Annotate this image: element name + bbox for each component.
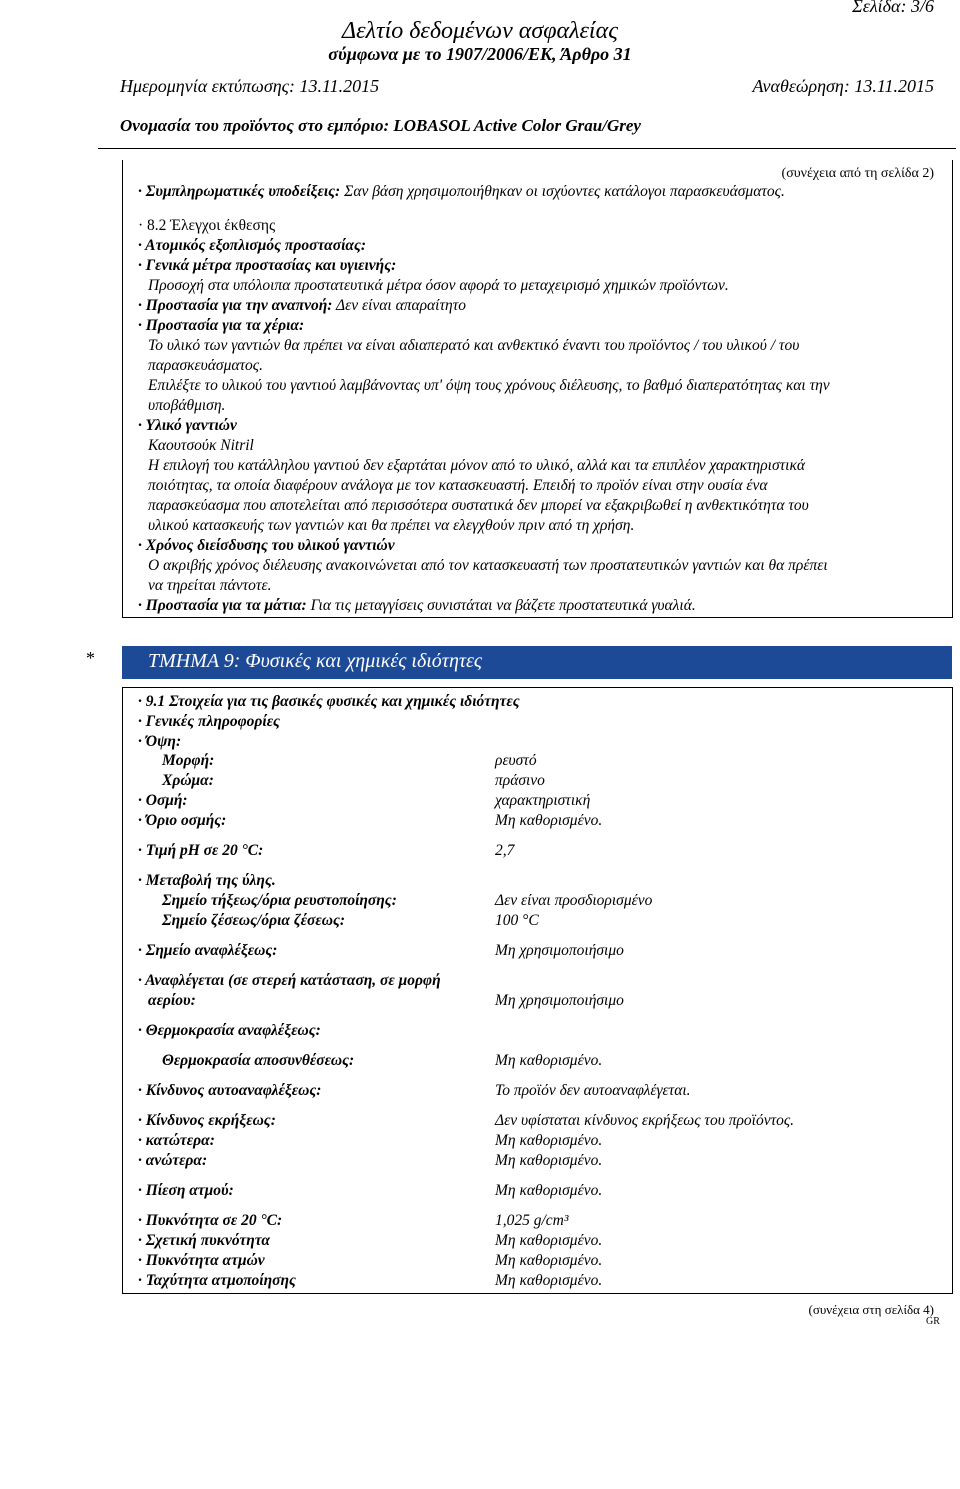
property-label: · Κίνδυνος εκρήξεως: [138,1112,276,1129]
property-label: · κατώτερα: [138,1132,215,1149]
penetration-time-heading: · Χρόνος διείσδυσης του υλικού γαντιών [138,537,395,554]
property-label: Χρώμα: [162,772,214,789]
eye-protection [138,596,696,616]
property-value: Μη καθορισμένο. [495,812,603,829]
property-label: · Ταχύτητα ατμοποίησης [138,1272,296,1289]
hand-protection-line-2: παρασκευάσματος. [148,357,263,374]
header-rule [98,148,956,149]
property-label: · Σχετική πυκνότητα [138,1232,270,1249]
property-value: 100 °C [495,912,539,929]
hand-protection-line-4: υποβάθμιση. [148,397,226,414]
penetration-text-line-2: να τηρείται πάντοτε. [148,577,272,594]
section9-top-border [122,687,953,688]
property-label: Θερμοκρασία αποσυνθέσεως: [162,1052,355,1069]
section9-bottom-border [122,1293,953,1294]
hand-protection-heading: · Προστασία για τα χέρια: [138,317,305,334]
revision-star: * [86,648,95,668]
glove-material: Καουτσούκ Nitril [148,437,254,454]
hand-protection-line-3: Επιλέξτε το υλικού του γαντιού λαμβάνοντας υπ' όψη τους χρόνους διέλευσης, το βαθμό διαπερατότητας και την [148,377,830,394]
property-value: 2,7 [495,842,515,859]
property-value: πράσινο [495,772,545,789]
penetration-text-line-1: Ο ακριβής χρόνος διέλευσης ανακοινώνεται από τον κατασκευαστή των προστατευτικών γαντιών και θα πρέπει [148,557,828,574]
supplementary-text: Σαν βάση χρησιμοποιήθηκαν οι ισχύοντες κατάλογοι παρασκευάσματος. [344,183,785,200]
property-label: · Σημείο αναφλέξεως: [138,942,278,959]
document-title: Δελτίο δεδομένων ασφαλείας [342,18,618,44]
eye-protection-label: · Προστασία για τα μάτια: [138,597,307,614]
general-info-heading: · Γενικές πληροφορίες [138,713,280,730]
product-name: Ονομασία του προϊόντος στο εμπόριο: LOBASOL Active Color Grau/Grey [120,116,641,135]
glove-material-heading: · Υλικό γαντιών [138,417,237,434]
section-8-2-heading: · 8.2 Έλεγχοι έκθεσης [138,217,276,234]
section8-right-border [952,160,953,618]
supplementary-label: · Συμπληρωματικές υποδείξεις: [138,183,341,200]
property-label: · Πυκνότητα ατμών [138,1252,265,1269]
property-value: Δεν υφίσταται κίνδυνος εκρήξεως του προϊόντος. [495,1112,795,1129]
hand-protection-line-1: Το υλικό των γαντιών θα πρέπει να είναι αδιαπερατό και ανθεκτικό έναντι του προϊόντος / του υλικού / του [148,337,800,354]
glove-text-line-1: Η επιλογή του κατάλληλου γαντιού δεν εξαρτάται μόνον από το υλικό, αλλά και τα επιπλέον χαρακτηριστικά [148,457,806,474]
page-number: Σελίδα: 3/6 [852,0,934,16]
document-subtitle: σύμφωνα με το 1907/2006/ΕΚ, Άρθρο 31 [328,44,632,64]
glove-text-line-2: ποιότητας, τα οποία διαφέρουν ανάλογα με τον κατασκευαστή. Επειδή το προϊόν είναι στην ουσία ένα [148,477,768,494]
general-measures-heading: · Γενικά μέτρα προστασίας και υγιεινής: [138,257,397,274]
property-label: · Κίνδυνος αυτοαναφλέξεως: [138,1082,322,1099]
property-value: Δεν είναι προσδιορισμένο [495,892,653,909]
property-label: αερίου: [148,992,196,1009]
property-value: Μη καθορισμένο. [495,1232,603,1249]
section9-left-border [122,687,123,1293]
section8-bottom-border [122,617,953,618]
property-value: Το προϊόν δεν αυτοαναφλέγεται. [495,1082,691,1099]
property-label: · Πυκνότητα σε 20 °C: [138,1212,283,1229]
continued-from: (συνέχεια από τη σελίδα 2) [781,166,934,181]
property-label: Σημείο τήξεως/όρια ρευστοποίησης: [162,892,397,909]
property-label: · Μεταβολή της ύλης. [138,872,276,889]
property-value: Μη καθορισμένο. [495,1152,603,1169]
property-value: Μη χρησιμοποιήσιμο [495,942,624,959]
appearance-heading: · Όψη: [138,733,182,750]
section8-left-border [122,160,123,618]
supplementary-notes [138,182,785,202]
print-date: Ημερομηνία εκτύπωσης: 13.11.2015 [120,76,380,96]
property-value: Μη καθορισμένο. [495,1052,603,1069]
property-value: Μη καθορισμένο. [495,1272,603,1289]
property-value: ρευστό [495,752,537,769]
property-value: χαρακτηριστική [495,792,591,809]
revision-date: Αναθεώρηση: 13.11.2015 [752,76,934,96]
glove-text-line-4: υλικού κατασκευής των γαντιών και θα πρέπει να ελεγχθούν πριν από τη χρήση. [148,517,635,534]
property-label: Μορφή: [162,752,215,769]
respiratory-label: · Προστασία για την αναπνοή: [138,297,333,314]
property-value: Μη χρησιμοποιήσιμο [495,992,624,1009]
property-label: · Οσμή: [138,792,188,809]
property-label: · Αναφλέγεται (σε στερεή κατάσταση, σε μορφή [138,972,441,989]
ppe-heading: · Ατομικός εξοπλισμός προστασίας: [138,237,367,254]
property-label: · Πίεση ατμού: [138,1182,234,1199]
respiratory-protection [138,296,466,316]
respiratory-text: Δεν είναι απαραίτητο [336,297,467,314]
general-measures-text: Προσοχή στα υπόλοιπα προστατευτικά μέτρα όσον αφορά το μεταχειρισμό χημικών προϊόντων. [148,277,729,294]
eye-protection-text: Για τις μεταγγίσεις συνιστάται να βάζετε προστατευτικά γυαλιά. [310,597,696,614]
property-label: · Θερμοκρασία αναφλέξεως: [138,1022,321,1039]
continued-to: (συνέχεια στη σελίδα 4) [808,1302,934,1317]
section9-right-border [952,687,953,1293]
section-9-1-heading: · 9.1 Στοιχεία για τις βασικές φυσικές και χημικές ιδιότητες [138,693,520,710]
property-value: 1,025 g/cm³ [495,1212,569,1229]
property-label: Σημείο ζέσεως/όρια ζέσεως: [162,912,346,929]
property-value: Μη καθορισμένο. [495,1132,603,1149]
property-value: Μη καθορισμένο. [495,1182,603,1199]
property-label: · Όριο οσμής: [138,812,227,829]
property-label: · Τιμή pH σε 20 °C: [138,842,264,859]
property-value: Μη καθορισμένο. [495,1252,603,1269]
property-label: · ανώτερα: [138,1152,208,1169]
glove-text-line-3: παρασκεύασμα που αποτελείται από περισσότερα συστατικά δεν μπορεί να εξακριβωθεί η ανθεκτικότητα του [148,497,809,514]
section9-title: ΤΜΗΜΑ 9: Φυσικές και χημικές ιδιότητες [148,650,483,672]
country-code: GR [926,1316,940,1327]
